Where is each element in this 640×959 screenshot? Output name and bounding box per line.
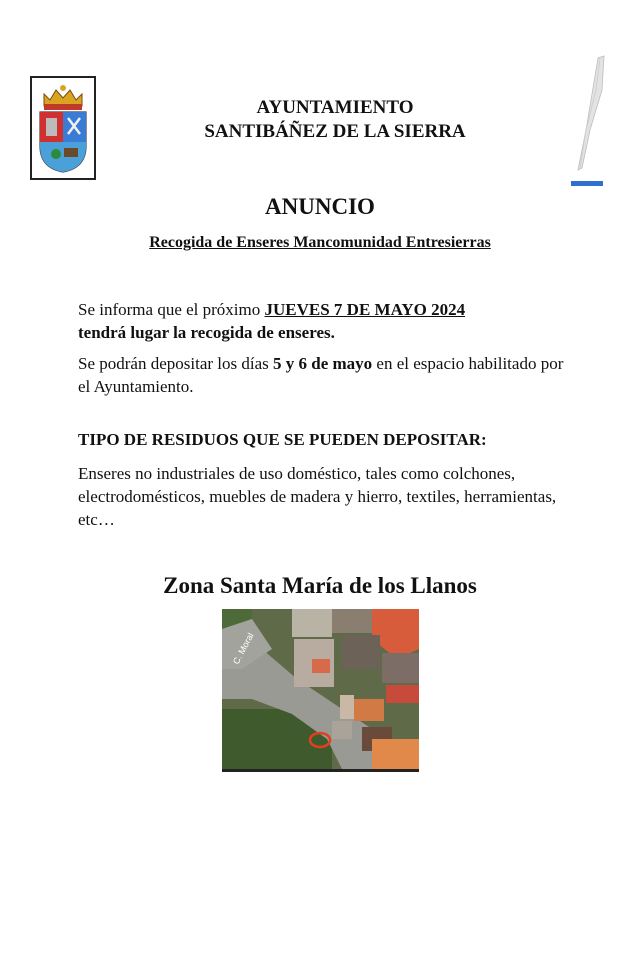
paragraph-intro: Se informa que el próximo — [78, 300, 265, 319]
notice-subtitle: Recogida de Enseres Mancomunidad Entresierras — [149, 234, 491, 251]
page-corner-decoration — [560, 50, 610, 190]
waste-heading: TIPO DE RESIDUOS QUE SE PUEDEN DEPOSITAR: — [78, 430, 487, 449]
coat-of-arms-icon — [30, 76, 96, 180]
waste-description: Enseres no industriales de uso doméstico, tales como colchones, electrodomésticos, muebles de madera y hierro, textiles, herramientas, etc… — [78, 464, 557, 529]
street-label: C. Moral — [230, 631, 256, 666]
map-underline — [222, 769, 419, 772]
header-line-1: AYUNTAMIENTO — [256, 97, 414, 118]
deposit-paragraph — [78, 352, 568, 398]
municipality-header — [150, 96, 520, 144]
accent-bar — [571, 181, 603, 186]
deposit-before: Se podrán depositar los días — [78, 354, 273, 373]
notice-title: ANUNCIO — [265, 194, 375, 219]
header-line-2: SANTIBÁÑEZ DE LA SIERRA — [204, 121, 466, 142]
collection-date: JUEVES 7 DE MAYO 2024 — [264, 300, 466, 319]
paragraph-rest: tendrá lugar la recogida de enseres. — [78, 323, 335, 342]
announcement-paragraph — [78, 298, 568, 344]
deposit-days: 5 y 6 de mayo — [273, 354, 373, 373]
zone-map-image — [222, 609, 419, 769]
zone-title: Zona Santa María de los Llanos — [163, 573, 477, 598]
deposit-after: en el espacio habilitado por el Ayuntamiento. — [78, 354, 564, 396]
